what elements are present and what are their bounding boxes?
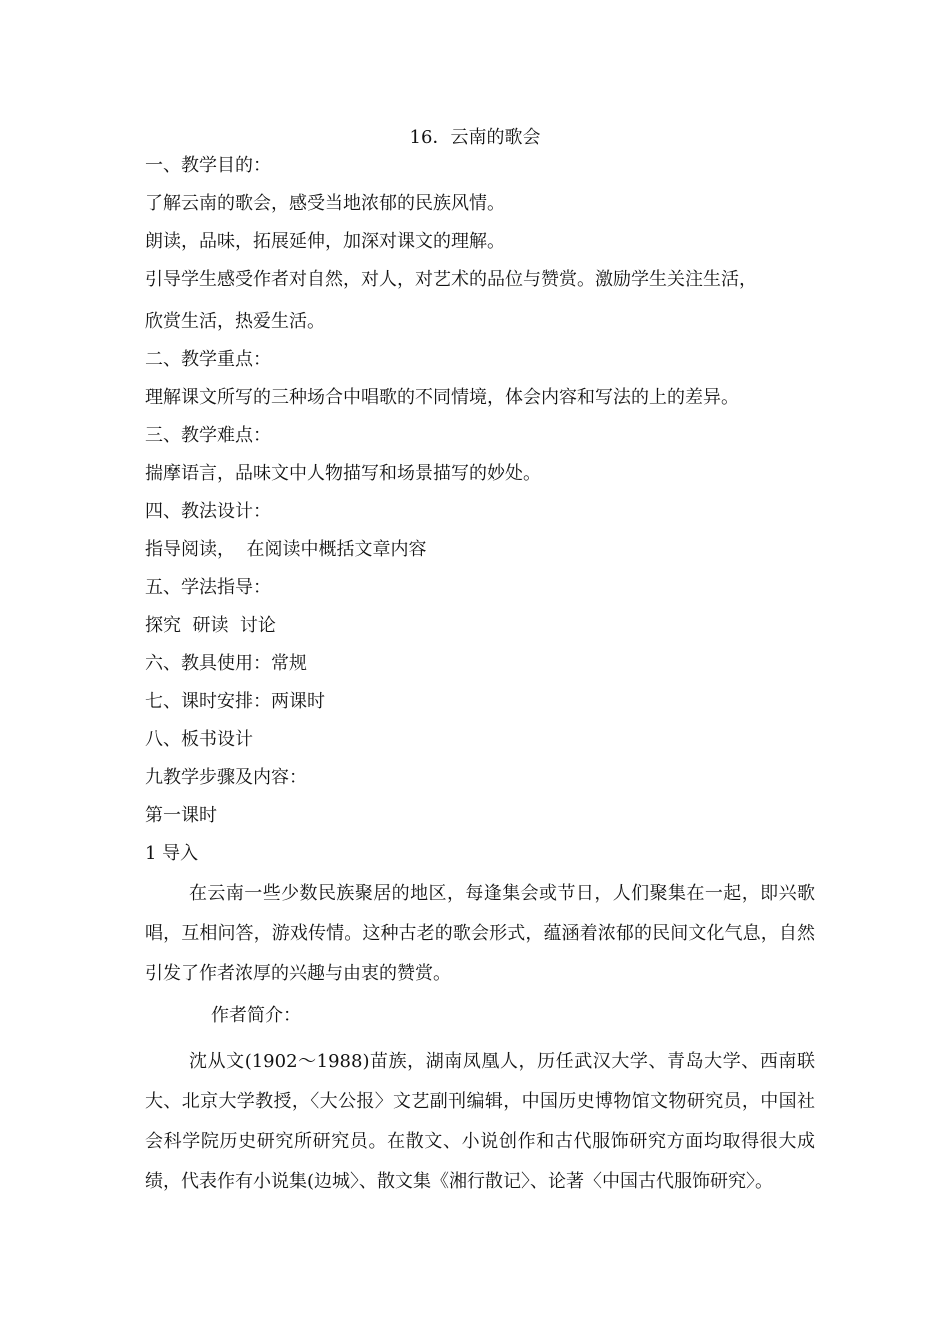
- page-title: 16．云南的歌会: [409, 127, 541, 148]
- heading-objectives: 一、教学目的：: [145, 155, 271, 176]
- teaching-aids: 六、教具使用：常规: [145, 653, 307, 674]
- key-points-text: 理解课文所写的三种场合中唱歌的不同情境，体会内容和写法的上的差异。: [145, 387, 739, 408]
- intro-heading: 1 导入: [145, 843, 199, 864]
- heading-key-points: 二、教学重点：: [145, 349, 271, 370]
- schedule: 七、课时安排：两课时: [145, 691, 325, 712]
- objective-1: 了解云南的歌会，感受当地浓郁的民族风情。: [145, 193, 505, 214]
- heading-steps: 九教学步骤及内容：: [145, 767, 307, 788]
- objective-3: 引导学生感受作者对自然，对人，对艺术的品位与赞赏。激励学生关注生活，: [145, 269, 757, 290]
- first-lesson: 第一课时: [145, 805, 217, 826]
- difficulties-text: 揣摩语言，品味文中人物描写和场景描写的妙处。: [145, 463, 541, 484]
- heading-difficulties: 三、教学难点：: [145, 425, 271, 446]
- intro-paragraph: 在云南一些少数民族聚居的地区，每逢集会或节日，人们聚集在一起，即兴歌唱，互相问答，游戏传情。这种古老的歌会形式，蕴涵着浓郁的民间文化气息，自然引发了作者浓厚的兴趣与由衷的赞赏。: [145, 883, 815, 984]
- board-design: 八、板书设计: [145, 729, 253, 750]
- heading-teaching-method: 四、教法设计：: [145, 501, 271, 522]
- document-body: [145, 152, 815, 1202]
- objective-3-cont: 欣赏生活，热爱生活。: [145, 311, 325, 332]
- study-method-text: 探究 研读 讨论: [145, 615, 276, 636]
- author-paragraph: 沈从文(1902～1988)苗族，湖南凤凰人，历任武汉大学、青岛大学、西南联大、北京大学教授，〈大公报〉文艺副刊编辑，中国历史博物馆文物研究员，中国社会科学院历史研究所研究员。在散文、小说创作和古代服饰研究方面均取得很大成绩，代表作有小说集(边城〉、散文集《湘行散记〉、论著〈中国古代服饰研究〉。: [145, 1051, 815, 1192]
- objective-2: 朗读，品味，拓展延伸，加深对课文的理解。: [145, 231, 505, 252]
- heading-study-method: 五、学法指导：: [145, 577, 271, 598]
- author-heading: 作者简介：: [211, 1005, 301, 1026]
- teaching-method-text: 指导阅读， 在阅读中概括文章内容: [145, 539, 427, 560]
